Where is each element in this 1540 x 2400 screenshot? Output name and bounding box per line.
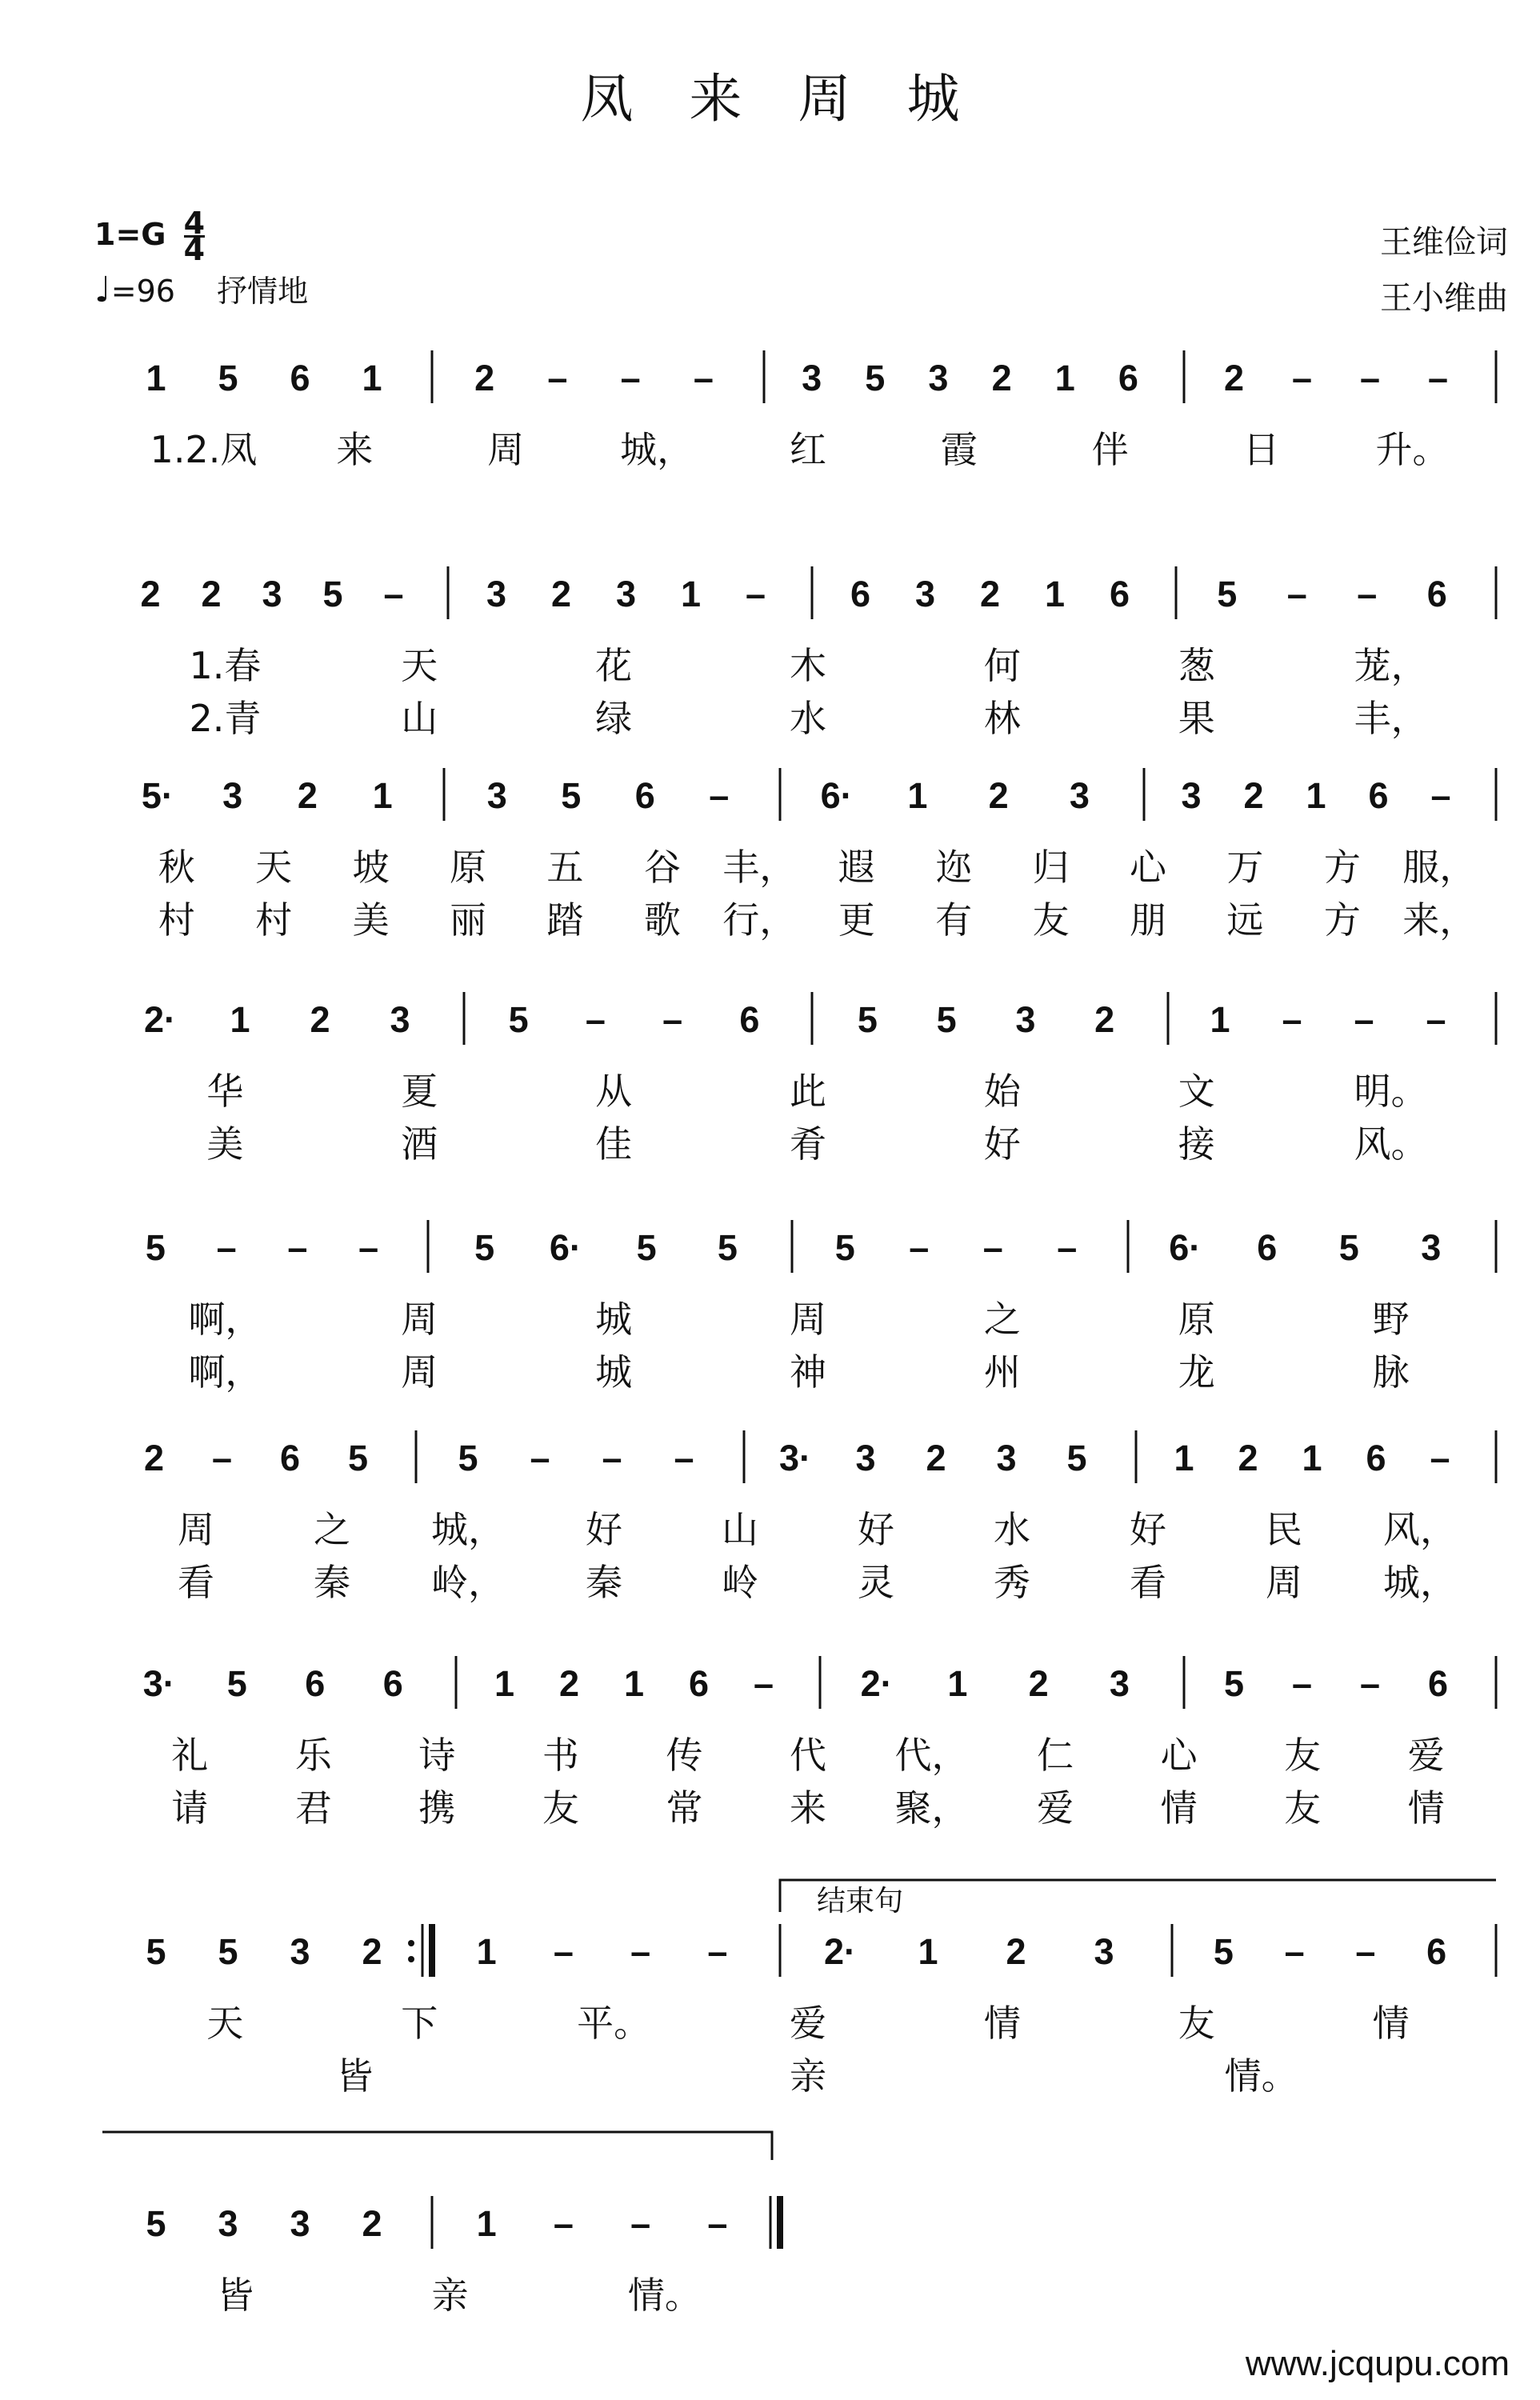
lyric-syllable: 亲	[431, 2274, 469, 2317]
lyric-syllable: 亲	[790, 2054, 826, 2098]
sustain-dash: –	[709, 775, 730, 816]
lyric-syllable: 情	[1372, 2002, 1410, 2045]
sustain-dash: –	[1282, 999, 1302, 1040]
lyric-syllable: 果	[1178, 697, 1215, 740]
lyric-syllable: 情。	[627, 2274, 702, 2317]
key-signature: 1=G	[94, 217, 166, 252]
note-numeral: 3·	[142, 1663, 175, 1704]
lyric-syllable: 友	[1284, 1786, 1322, 1830]
lyric-syllable: 啊，	[188, 1350, 262, 1394]
note-numeral: 1	[680, 574, 702, 614]
lyric-syllable: 坡	[352, 846, 390, 889]
lyric-syllable: 水	[994, 1508, 1030, 1551]
note-numeral: 5	[146, 1931, 166, 1972]
note-numeral: 3	[928, 358, 949, 398]
lyric-syllable: 爱	[1037, 1786, 1074, 1830]
note-numeral: 2	[988, 775, 1009, 816]
lyric-syllable: 迩	[935, 846, 973, 889]
note-numeral: 3	[218, 2203, 238, 2244]
lyric-syllable: 文	[1178, 1070, 1215, 1113]
note-numeral: 2	[140, 574, 161, 614]
lyric-syllable: 周	[1266, 1561, 1302, 1604]
note-numeral: 2	[310, 999, 330, 1040]
note-numeral: 6	[1118, 358, 1138, 398]
lyric-syllable: 2.青	[189, 697, 262, 740]
lyric-syllable: 山	[722, 1508, 758, 1551]
lyric-syllable: 1.春	[189, 644, 262, 687]
note-numeral: 2	[926, 1438, 946, 1478]
lyric-syllable: 美	[352, 898, 390, 942]
sustain-dash: –	[287, 1227, 308, 1268]
lyric-syllable: 皆	[336, 2054, 374, 2098]
ending-label: 结束句	[816, 1885, 904, 1918]
lyric-syllable: 原	[450, 846, 486, 889]
lyric-syllable: 岭	[722, 1561, 758, 1604]
lyric-syllable: 民	[1266, 1508, 1302, 1551]
note-numeral: 1	[476, 1931, 497, 1972]
repeat-dot	[408, 1940, 414, 1946]
note-numeral: 6	[1427, 1663, 1449, 1704]
note-numeral: 3	[855, 1438, 876, 1478]
note-numeral: 6	[382, 1663, 403, 1704]
lyric-syllable: 木	[790, 644, 826, 687]
lyric-syllable: 万	[1226, 846, 1264, 889]
lyric-syllable: 丰，	[1354, 697, 1428, 740]
note-numeral: 3	[486, 574, 507, 614]
lyric-syllable: 周	[790, 1298, 826, 1341]
sustain-dash: –	[216, 1227, 237, 1268]
lyric-syllable: 好	[858, 1508, 894, 1551]
sustain-dash: –	[383, 574, 404, 614]
lyric-syllable: 之	[314, 1508, 350, 1551]
lyric-syllable: 肴	[790, 1122, 826, 1166]
lyric-syllable: 之	[983, 1298, 1021, 1341]
sustain-dash: –	[553, 1931, 574, 1972]
lyric-syllable: 1.2.凤	[150, 428, 258, 471]
time-signature-top: 4	[183, 206, 206, 241]
lyric-syllable: 周	[487, 428, 525, 471]
note-numeral: 6	[1368, 775, 1389, 816]
note-numeral: 6·	[549, 1227, 582, 1268]
lyric-syllable: 情。	[1224, 2054, 1298, 2098]
note-numeral: 3	[802, 358, 822, 398]
note-numeral: 3	[1109, 1663, 1130, 1704]
lyric-syllable: 来	[790, 1786, 826, 1830]
lyricist-credit: 王维俭词	[1380, 224, 1508, 261]
note-numeral: 5	[857, 999, 878, 1040]
note-numeral: 3	[222, 775, 243, 816]
note-numeral: 6	[634, 775, 655, 816]
lyric-syllable: 情	[1160, 1786, 1198, 1830]
sustain-dash: –	[753, 1663, 774, 1704]
note-numeral: 1	[372, 775, 393, 816]
lyric-syllable: 丰，	[722, 846, 797, 889]
lyric-syllable: 有	[935, 898, 973, 942]
sustain-dash: –	[1291, 358, 1313, 398]
lyric-syllable: 仁	[1037, 1734, 1074, 1777]
note-numeral: 3	[390, 999, 410, 1040]
note-numeral: 2	[474, 358, 495, 398]
note-numeral: 2·	[143, 999, 177, 1040]
note-numeral: 6	[279, 1438, 301, 1478]
sustain-dash: –	[674, 1438, 694, 1478]
lyric-syllable: 踏	[546, 898, 584, 942]
note-numeral: 5	[561, 775, 582, 816]
sustain-dash: –	[630, 2203, 651, 2244]
lyric-syllable: 行，	[722, 898, 797, 942]
note-numeral: 6·	[820, 775, 853, 816]
lyric-syllable: 归	[1032, 846, 1070, 889]
sustain-dash: –	[1430, 775, 1451, 816]
lyric-syllable: 爱	[1407, 1734, 1445, 1777]
note-numeral: 6	[1426, 1931, 1447, 1972]
note-numeral: 2	[1243, 775, 1264, 816]
lyric-syllable: 友	[542, 1786, 579, 1830]
lyric-syllable: 村	[255, 898, 293, 942]
note-numeral: 1	[1054, 358, 1075, 398]
lyric-syllable: 伴	[1091, 428, 1129, 471]
note-numeral: 2	[1223, 358, 1245, 398]
lyric-syllable: 周	[401, 1350, 438, 1394]
note-numeral: 5	[865, 358, 886, 398]
note-numeral: 3	[1069, 775, 1090, 816]
note-numeral: 2·	[823, 1931, 857, 1972]
note-numeral: 6	[850, 574, 871, 614]
sustain-dash: –	[602, 1438, 622, 1478]
lyric-syllable: 好	[983, 1122, 1021, 1166]
lyric-syllable: 城，	[431, 1508, 505, 1551]
lyric-syllable: 友	[1032, 898, 1070, 942]
lyric-syllable: 秋	[158, 846, 195, 889]
lyric-syllable: 风。	[1354, 1122, 1428, 1166]
lyric-syllable: 酒	[401, 1122, 438, 1166]
note-numeral: 5	[1066, 1438, 1087, 1478]
lyric-syllable: 华	[206, 1070, 244, 1113]
lyric-syllable: 升。	[1375, 428, 1450, 471]
lyric-syllable: 方	[1323, 898, 1361, 942]
note-numeral: 5	[218, 1931, 238, 1972]
lyric-syllable: 更	[838, 898, 875, 942]
coda-bracket	[102, 2132, 772, 2160]
lyric-syllable: 风，	[1383, 1508, 1457, 1551]
lyric-syllable: 来，	[1402, 898, 1477, 942]
note-numeral: 3	[615, 574, 637, 614]
lyric-syllable: 方	[1323, 846, 1361, 889]
sustain-dash: –	[1426, 999, 1446, 1040]
expression-marking: 抒情地	[217, 274, 309, 309]
note-numeral: 1	[1302, 1438, 1322, 1478]
lyric-syllable: 天	[401, 644, 438, 687]
lyric-syllable: 秦	[586, 1561, 622, 1604]
note-numeral: 5	[636, 1227, 657, 1268]
lyric-syllable: 州	[983, 1350, 1021, 1394]
note-numeral: 6	[739, 999, 760, 1040]
sustain-dash: –	[620, 358, 641, 398]
note-numeral: 2	[1094, 999, 1115, 1040]
note-numeral: 6	[290, 358, 310, 398]
lyric-syllable: 山	[401, 697, 438, 740]
note-numeral: 2	[297, 775, 318, 816]
note-numeral: 6	[688, 1663, 710, 1704]
lyric-syllable: 日	[1242, 428, 1280, 471]
note-numeral: 5	[1213, 1931, 1234, 1972]
note-numeral: 3	[290, 2203, 310, 2244]
lyric-syllable: 野	[1372, 1298, 1410, 1341]
note-numeral: 1	[1306, 775, 1326, 816]
note-numeral: 2	[991, 358, 1012, 398]
tempo-value: =96	[110, 274, 175, 309]
lyric-syllable: 美	[206, 1122, 244, 1166]
quarter-note-icon: ♩	[94, 270, 111, 310]
sustain-dash: –	[1057, 1227, 1078, 1268]
lyric-syllable: 周	[401, 1298, 438, 1341]
lyric-syllable: 天	[255, 846, 293, 889]
note-numeral: 1	[1174, 1438, 1194, 1478]
note-numeral: 3	[486, 775, 507, 816]
sustain-dash: –	[693, 358, 714, 398]
lyric-syllable: 天	[206, 2002, 244, 2045]
lyric-syllable: 平。	[577, 2002, 651, 2045]
note-numeral: 3	[1015, 999, 1036, 1040]
lyric-syllable: 霞	[940, 428, 978, 471]
sustain-dash: –	[1427, 358, 1449, 398]
lyric-syllable: 周	[178, 1508, 214, 1551]
note-numeral: 1	[476, 2203, 497, 2244]
note-numeral: 3	[914, 574, 936, 614]
lyric-syllable: 代，	[894, 1734, 969, 1777]
sustain-dash: –	[662, 999, 683, 1040]
lyric-syllable: 乐	[294, 1734, 332, 1777]
lyric-syllable: 歌	[643, 898, 681, 942]
sustain-dash: –	[1284, 1931, 1305, 1972]
sustain-dash: –	[1359, 358, 1381, 398]
lyric-syllable: 脉	[1372, 1350, 1410, 1394]
lyric-syllable: 龙	[1178, 1350, 1215, 1394]
note-numeral: 5	[347, 1438, 369, 1478]
lyric-syllable: 从	[595, 1070, 633, 1113]
lyric-syllable: 灵	[858, 1561, 894, 1604]
lyric-syllable: 林	[983, 697, 1021, 740]
lyric-syllable: 夏	[401, 1070, 438, 1113]
lyric-syllable: 神	[790, 1350, 826, 1394]
sustain-dash: –	[530, 1438, 550, 1478]
sustain-dash: –	[1359, 1663, 1381, 1704]
lyric-syllable: 岭，	[431, 1561, 505, 1604]
lyric-syllable: 始	[983, 1070, 1021, 1113]
note-numeral: 5	[1338, 1227, 1359, 1268]
lyric-syllable: 丽	[450, 898, 486, 942]
lyric-syllable: 携	[418, 1786, 456, 1830]
note-numeral: 3	[290, 1931, 310, 1972]
lyric-syllable: 服，	[1402, 846, 1477, 889]
note-numeral: 5	[936, 999, 957, 1040]
lyric-syllable: 茏，	[1354, 644, 1428, 687]
sustain-dash: –	[211, 1438, 233, 1478]
lyric-syllable: 下	[401, 2002, 438, 2045]
sustain-dash: –	[630, 1931, 651, 1972]
sustain-dash: –	[1291, 1663, 1313, 1704]
lyric-syllable: 心	[1130, 846, 1166, 889]
lyric-syllable: 远	[1226, 898, 1264, 942]
lyric-syllable: 心	[1160, 1734, 1198, 1777]
lyric-syllable: 此	[790, 1070, 826, 1113]
sustain-dash: –	[982, 1227, 1003, 1268]
sustain-dash: –	[547, 358, 568, 398]
lyric-syllable: 何	[983, 644, 1021, 687]
note-numeral: 5	[717, 1227, 738, 1268]
note-numeral: 2	[201, 574, 222, 614]
note-numeral: 3	[1421, 1227, 1442, 1268]
note-numeral: 1	[230, 999, 250, 1040]
note-numeral: 2	[1028, 1663, 1049, 1704]
page-title: 凤来周城	[580, 68, 1016, 130]
note-numeral: 2	[550, 574, 572, 614]
repeat-dot	[408, 1956, 414, 1962]
lyric-syllable: 城，	[620, 428, 694, 471]
note-numeral: 2	[362, 1931, 382, 1972]
note-numeral: 5	[834, 1227, 855, 1268]
note-numeral: 6	[1109, 574, 1130, 614]
sustain-dash: –	[707, 1931, 728, 1972]
note-numeral: 5	[1217, 574, 1238, 614]
lyric-syllable: 村	[158, 898, 195, 942]
lyric-syllable: 城，	[1383, 1561, 1457, 1604]
note-numeral: 5	[226, 1663, 247, 1704]
note-numeral: 5	[508, 999, 529, 1040]
lyric-syllable: 爱	[790, 2002, 826, 2045]
note-numeral: 5	[146, 2203, 166, 2244]
time-signature-bottom: 4	[183, 232, 206, 267]
sustain-dash: –	[745, 574, 766, 614]
note-numeral: 3	[996, 1438, 1017, 1478]
sustain-dash: –	[1355, 1931, 1376, 1972]
note-numeral: 5·	[141, 775, 174, 816]
note-numeral: 6·	[1169, 1227, 1202, 1268]
lyric-syllable: 城	[595, 1298, 633, 1341]
sustain-dash: –	[1430, 1438, 1450, 1478]
note-numeral: 5	[218, 358, 238, 398]
note-numeral: 3	[262, 574, 282, 614]
note-numeral: 6	[1366, 1438, 1386, 1478]
lyric-syllable: 皆	[217, 2274, 254, 2317]
lyric-syllable: 明。	[1354, 1070, 1428, 1113]
lyric-syllable: 请	[171, 1786, 209, 1830]
sustain-dash: –	[707, 2203, 728, 2244]
lyric-syllable: 谷	[643, 846, 681, 889]
lyric-syllable: 君	[294, 1786, 332, 1830]
lyric-syllable: 友	[1178, 2002, 1215, 2045]
lyric-syllable: 来	[336, 428, 374, 471]
note-numeral: 1	[623, 1663, 645, 1704]
note-numeral: 2	[979, 574, 1001, 614]
lyric-syllable: 接	[1178, 1122, 1215, 1166]
note-numeral: 1	[146, 358, 166, 398]
note-numeral: 3·	[778, 1438, 812, 1478]
lyric-syllable: 遐	[838, 846, 875, 889]
sustain-dash: –	[1357, 574, 1378, 614]
note-numeral: 2	[362, 2203, 382, 2244]
lyric-syllable: 代	[790, 1734, 826, 1777]
sustain-dash: –	[909, 1227, 930, 1268]
note-numeral: 5	[1223, 1663, 1245, 1704]
lyric-syllable: 城	[595, 1350, 633, 1394]
note-numeral: 5	[458, 1438, 478, 1478]
note-numeral: 1	[494, 1663, 515, 1704]
note-numeral: 2	[1238, 1438, 1258, 1478]
lyric-syllable: 秀	[994, 1561, 1030, 1604]
note-numeral: 5	[474, 1227, 495, 1268]
lyric-syllable: 好	[1130, 1508, 1166, 1551]
lyric-syllable: 红	[790, 428, 826, 471]
lyric-syllable: 五	[546, 846, 584, 889]
lyric-syllable: 朋	[1130, 898, 1166, 942]
note-numeral: 2	[1006, 1931, 1026, 1972]
note-numeral: 2	[143, 1438, 165, 1478]
site-watermark: www.jcqupu.com	[1245, 2344, 1510, 2383]
lyric-syllable: 看	[1130, 1561, 1166, 1604]
sustain-dash: –	[1286, 574, 1307, 614]
lyric-syllable: 礼	[171, 1734, 209, 1777]
lyric-syllable: 水	[790, 697, 826, 740]
lyric-syllable: 常	[666, 1786, 703, 1830]
lyric-syllable: 情	[983, 2002, 1021, 2045]
lyric-syllable: 秦	[314, 1561, 350, 1604]
lyric-syllable: 花	[595, 644, 633, 687]
lyric-syllable: 诗	[418, 1734, 456, 1777]
lyric-syllable: 绿	[595, 697, 633, 740]
note-numeral: 1	[362, 358, 382, 398]
lyric-syllable: 原	[1178, 1298, 1215, 1341]
lyric-syllable: 好	[586, 1508, 622, 1551]
sustain-dash: –	[585, 999, 606, 1040]
note-numeral: 3	[1181, 775, 1202, 816]
note-numeral: 1	[1210, 999, 1230, 1040]
lyric-syllable: 聚，	[894, 1786, 969, 1830]
note-numeral: 1	[947, 1663, 968, 1704]
note-numeral: 3	[1094, 1931, 1114, 1972]
composer-credit: 王小维曲	[1380, 280, 1508, 317]
lyric-syllable: 传	[666, 1734, 703, 1777]
note-numeral: 1	[1044, 574, 1066, 614]
lyric-syllable: 友	[1284, 1734, 1322, 1777]
note-numeral: 5	[145, 1227, 166, 1268]
note-numeral: 1	[907, 775, 928, 816]
note-numeral: 6	[1426, 574, 1447, 614]
note-numeral: 2·	[860, 1663, 893, 1704]
lyric-syllable: 书	[542, 1734, 579, 1777]
sustain-dash: –	[1354, 999, 1374, 1040]
lyric-syllable: 葱	[1178, 644, 1215, 687]
note-numeral: 6	[305, 1663, 326, 1704]
note-numeral: 1	[918, 1931, 938, 1972]
lyric-syllable: 看	[178, 1561, 214, 1604]
note-numeral: 5	[322, 574, 343, 614]
sustain-dash: –	[553, 2203, 574, 2244]
note-numeral: 6	[1257, 1227, 1278, 1268]
sustain-dash: –	[358, 1227, 379, 1268]
lyric-syllable: 啊，	[188, 1298, 262, 1341]
lyric-syllable: 情	[1407, 1786, 1445, 1830]
lyric-syllable: 佳	[595, 1122, 633, 1166]
note-numeral: 2	[558, 1663, 580, 1704]
